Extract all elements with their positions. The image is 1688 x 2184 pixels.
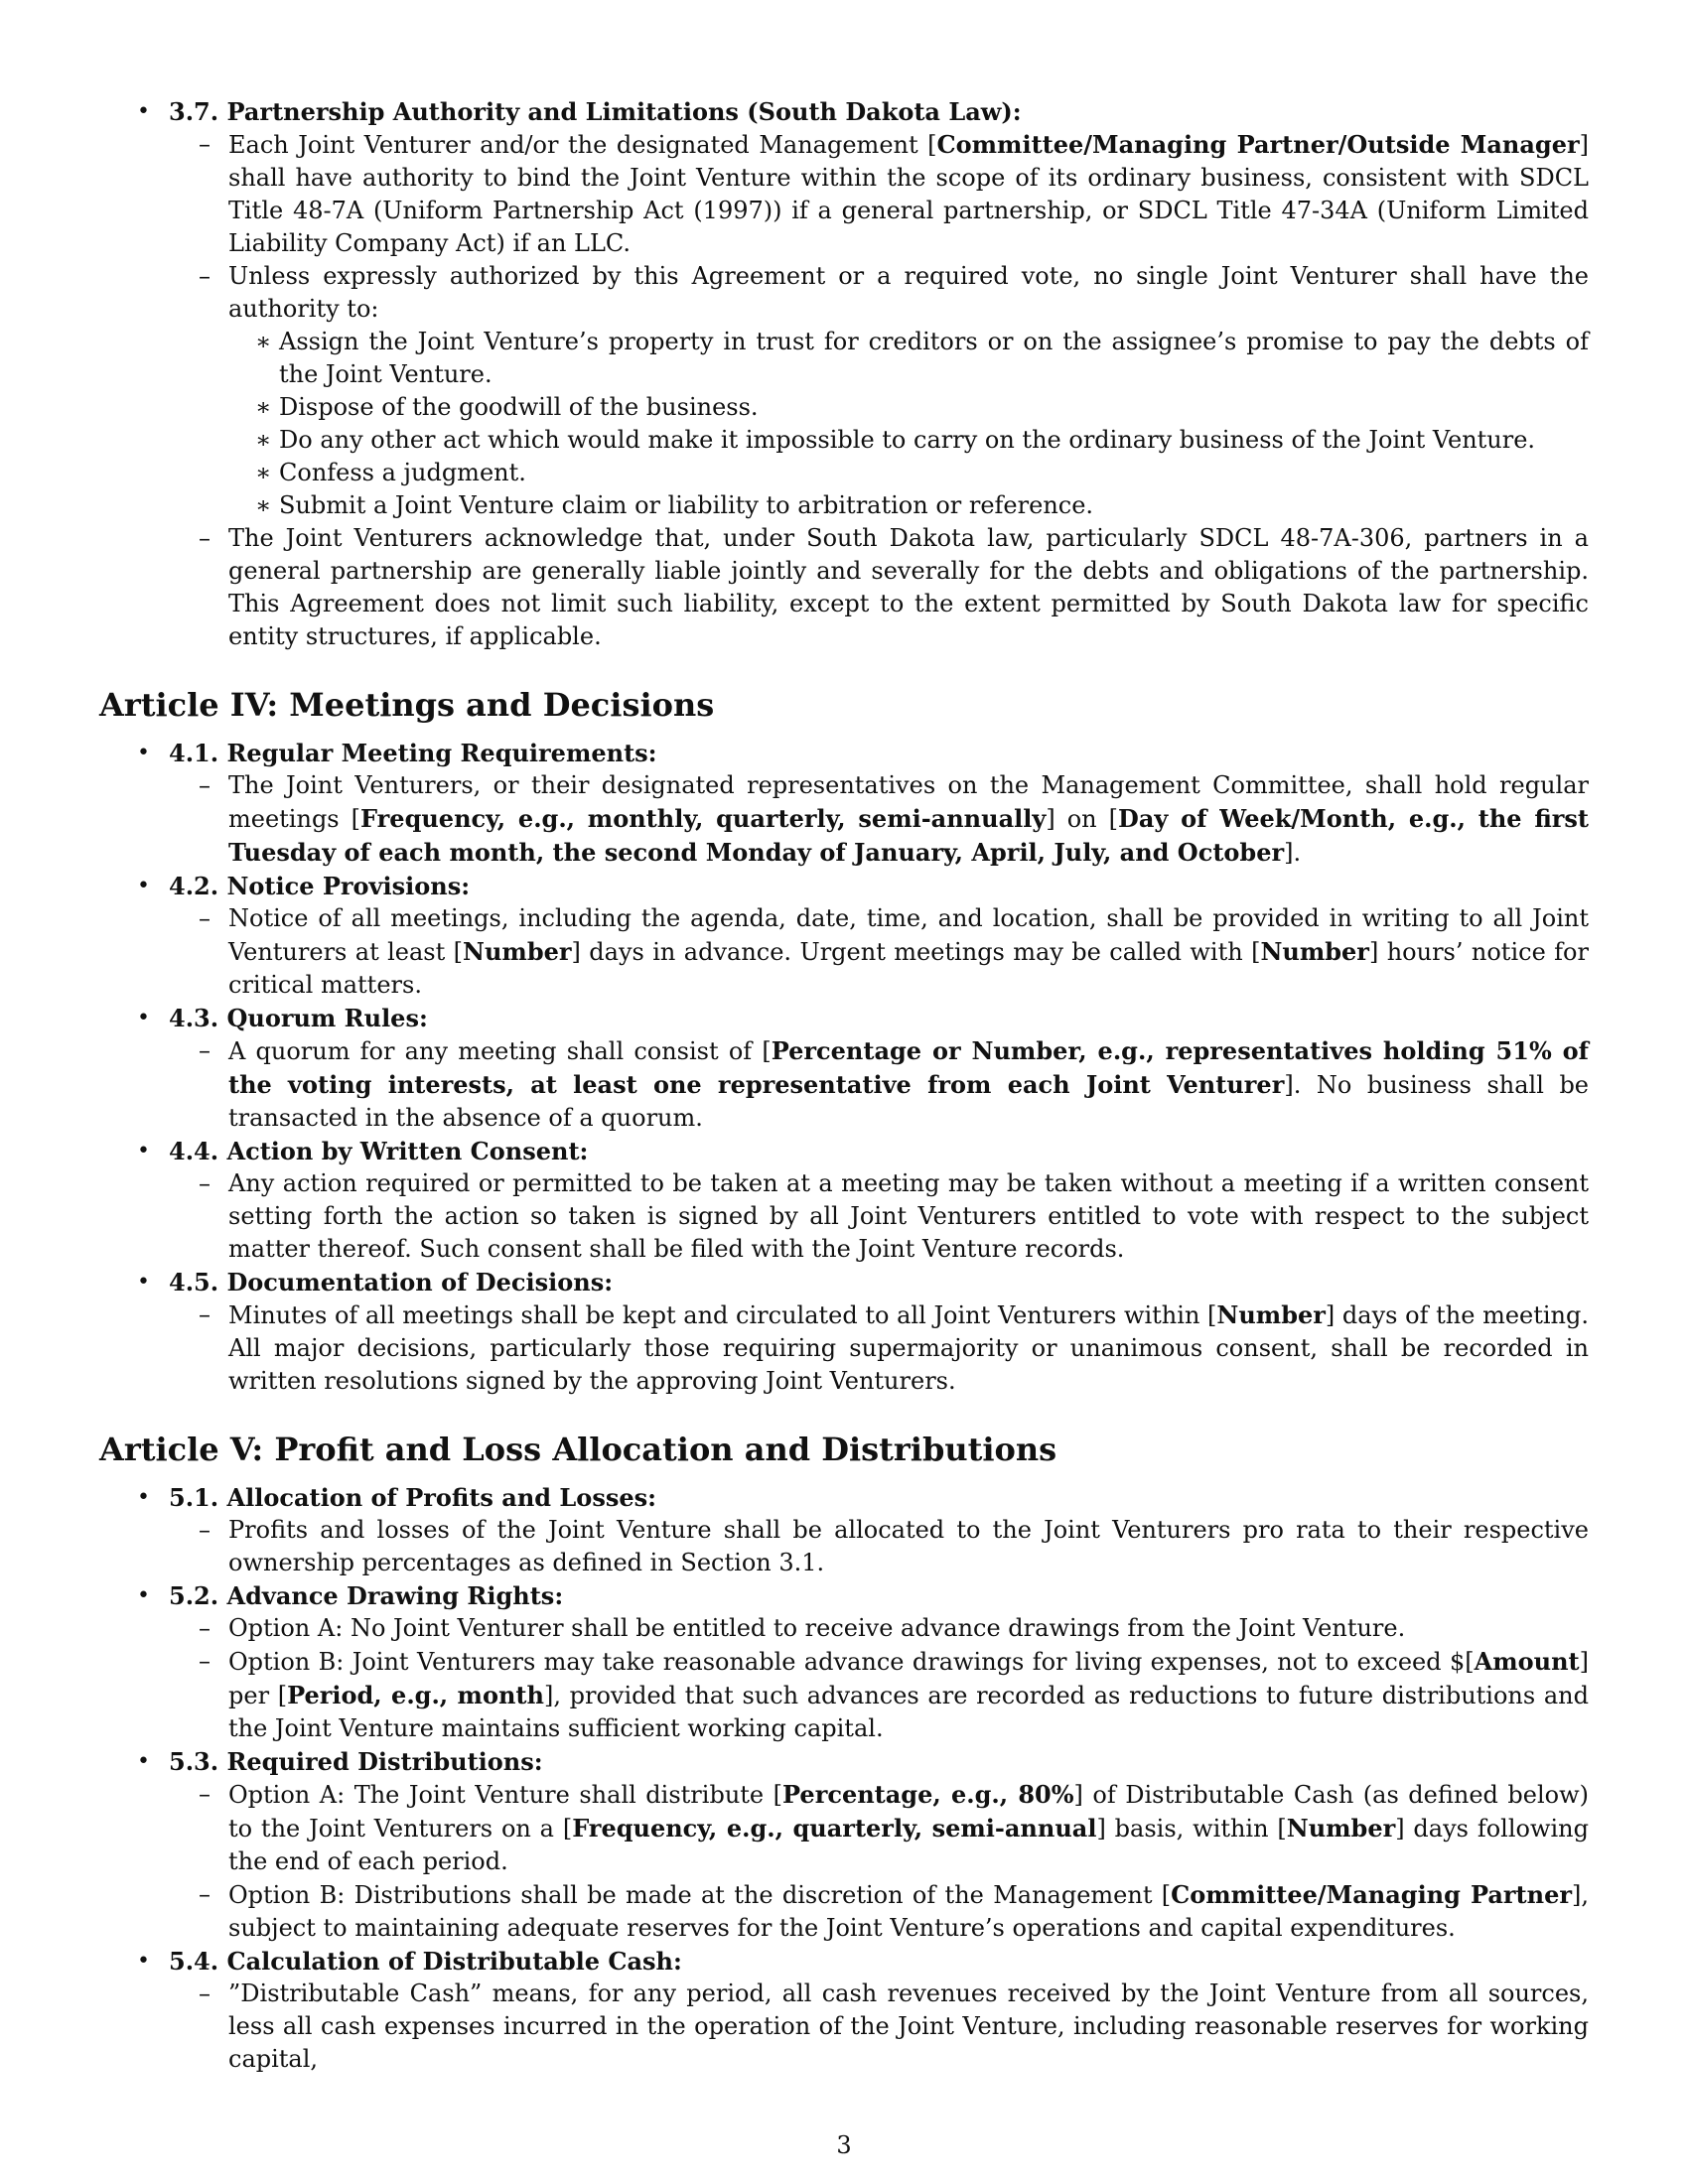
paragraph: – Minutes of all meetings shall be kept and circulated to all Joint Venturers within [Number] days of the meeting. All major decisions, particularly those requiring supermajority or unanimous consent, shall be recorded in written resolutions signed by the approving Joint Venturers. (199, 1300, 1589, 1395)
section-title: 5.3. Required Distributions: (169, 1747, 543, 1776)
list-item: ∗ Do any other act which would make it impossible to carry on the ordinary business of the Joint Venture. (255, 426, 1536, 454)
paragraph: – Option A: The Joint Venture shall distribute [Percentage, e.g., 80%] of Distributable Cash (as defined below) to the Joint Venturers on a [Frequency, e.g., quarterly, semi-annual] basis, within [Number] days following the end of each period. (199, 1780, 1590, 1875)
paragraph: – ”Distributable Cash” means, for any period, all cash revenues received by the Joint Venture from all sources, less all cash expenses incurred in the operation of the Joint Venture, including reasonable reserves for working capital, (199, 1979, 1589, 2073)
section-5-1 (99, 1481, 1589, 1579)
section-4-2 (99, 870, 1589, 1002)
paragraph: – Option B: Distributions shall be made at the discretion of the Management [Committee/Managing Partner], subject to maintaining adequate reserves for the Joint Venture’s operations and capital expenditures. (199, 1880, 1590, 1942)
paragraph: – The Joint Venturers acknowledge that, under South Dakota law, particularly SDCL 48-7A-306, partners in a general partnership are generally liable jointly and severally for the debts and obligations of the partnership. This Agreement does not limit such liability, except to the extent permitted by South Dakota law for specific entity structures, if applicable. (199, 524, 1589, 650)
section-5-4 (99, 1945, 1589, 2076)
article-heading: Article V: Profit and Loss Allocation and Distributions (99, 1431, 1057, 1468)
section-title: 5.2. Advance Drawing Rights: (169, 1581, 564, 1610)
paragraph: – Option B: Joint Venturers may take reasonable advance drawings for living expenses, not to exceed $[Amount] per [Period, e.g., month], provided that such advances are recorded as reductions to future distributions and the Joint Venture maintains sufficient working capital. (199, 1647, 1589, 1742)
section-title: 3.7. Partnership Authority and Limitations (South Dakota Law): (169, 97, 1022, 126)
list-item: ∗ Confess a judgment. (255, 459, 526, 486)
section-5-2 (99, 1579, 1589, 1745)
list-item: ∗ Dispose of the goodwill of the business. (255, 393, 759, 421)
section-title: 4.4. Action by Written Consent: (169, 1137, 589, 1165)
list-item: ∗ Assign the Joint Venture’s property in trust for creditors or on the assignee’s promise to pay the debts of the Joint Venture. (255, 328, 1589, 388)
section-title: 4.1. Regular Meeting Requirements: (169, 739, 657, 767)
paragraph: – Unless expressly authorized by this Agreement or a required vote, no single Joint Venturer shall have the authority to: (199, 262, 1589, 323)
article-heading: Article IV: Meetings and Decisions (99, 686, 715, 724)
section-title: 4.3. Quorum Rules: (169, 1004, 428, 1032)
bullet: • (137, 741, 150, 765)
bullet: • (137, 874, 150, 898)
section-4-3 (99, 1002, 1589, 1135)
section-4-5 (99, 1266, 1589, 1398)
paragraph: – Option A: No Joint Venturer shall be entitled to receive advance drawings from the Joint Venture. (199, 1614, 1406, 1642)
section-4-4 (99, 1135, 1589, 1266)
bullet: • (137, 1006, 150, 1030)
bullet: • (137, 1270, 150, 1295)
bullet: • (137, 1749, 150, 1774)
section-title: 5.4. Calculation of Distributable Cash: (169, 1947, 682, 1976)
paragraph: – The Joint Venturers, or their designated representatives on the Management Committee, shall hold regular meetings [Frequency, e.g., monthly, quarterly, semi-annually] on [Day of Week/Month, e.g., the first Tuesday of each month, the second Monday of January, April, July, and October]. (199, 771, 1590, 867)
paragraph: – A quorum for any meeting shall consist of [Percentage or Number, e.g., representatives holding 51% of the voting interests, at least one representative from each Joint Venturer]. No business shall be transacted in the absence of a quorum. (199, 1036, 1590, 1132)
section-title: 5.1. Allocation of Profits and Losses: (169, 1483, 656, 1512)
page-number: 3 (836, 2131, 852, 2159)
bullet: • (137, 99, 150, 124)
bullet: • (137, 1583, 150, 1608)
section-5-3 (99, 1745, 1589, 1945)
paragraph: – Any action required or permitted to be taken at a meeting may be taken without a meeting if a written consent setting forth the action so taken is signed by all Joint Venturers entitled to vote with respect to the subject matter thereof. Such consent shall be filed with the Joint Venture records. (199, 1169, 1589, 1263)
section-3-7 (99, 95, 1589, 653)
list-item: ∗ Submit a Joint Venture claim or liability to arbitration or reference. (255, 491, 1094, 519)
paragraph: – Profits and losses of the Joint Venture shall be allocated to the Joint Venturers pro rata to their respective ownership percentages as defined in Section 3.1. (199, 1516, 1589, 1576)
bullet: • (137, 1139, 150, 1163)
bullet: • (137, 1485, 150, 1510)
section-title: 4.5. Documentation of Decisions: (169, 1268, 614, 1297)
section-title: 4.2. Notice Provisions: (169, 872, 471, 900)
paragraph: – Each Joint Venturer and/or the designated Management [Committee/Managing Partner/Outside Manager] shall have authority to bind the Joint Venture within the scope of its ordinary business, consistent with SDCL Title 48-7A (Uniform Partnership Act (1997)) if a general partnership, or SDCL Title 47-34A (Uniform Limited Liability Company Act) if an LLC. (199, 130, 1589, 257)
document-page (99, 95, 1589, 2076)
bullet: • (137, 1949, 150, 1974)
paragraph: – Notice of all meetings, including the agenda, date, time, and location, shall be provided in writing to all Joint Venturers at least [Number] days in advance. Urgent meetings may be called with [Number] hours’ notice for critical matters. (199, 904, 1589, 999)
section-4-1 (99, 737, 1589, 870)
